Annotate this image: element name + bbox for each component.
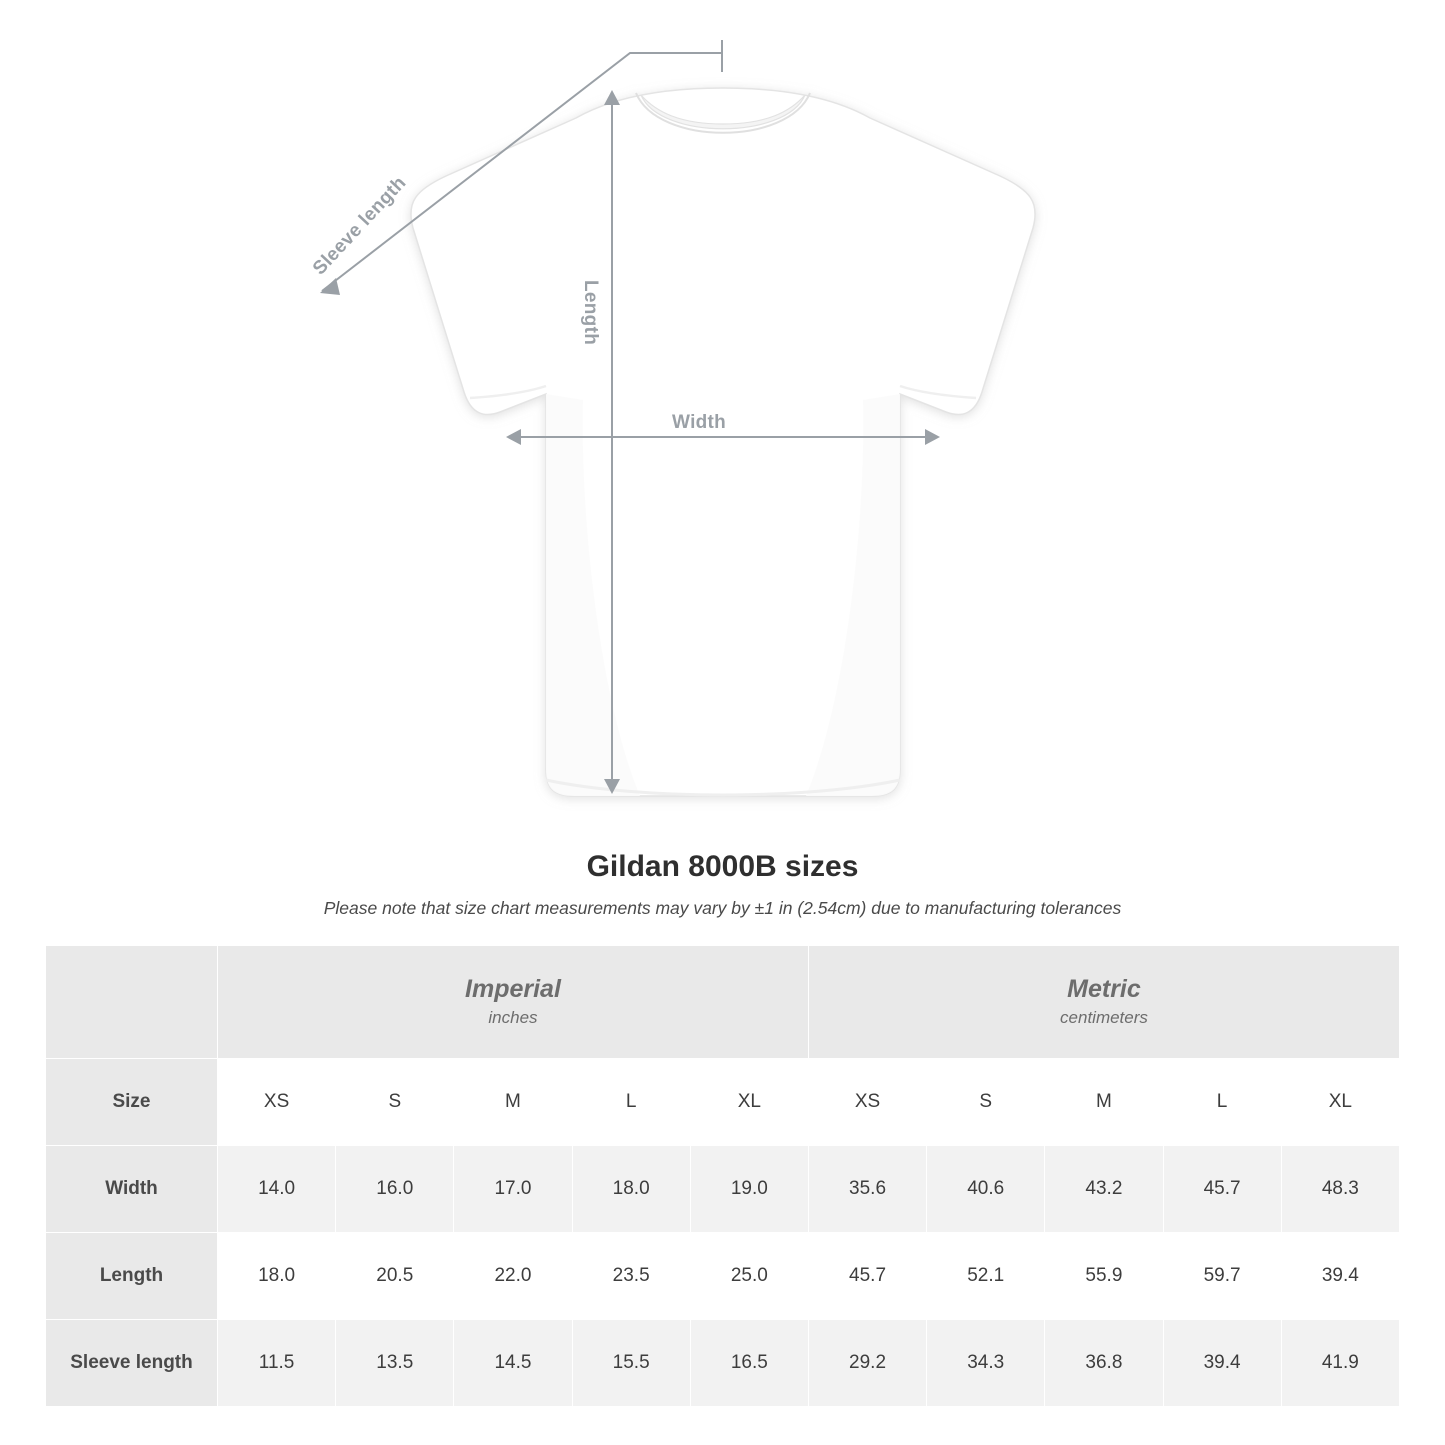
- length-label: Length: [580, 280, 601, 346]
- size-table: [45, 945, 1400, 1407]
- cell-width-metric-m: 43.2: [1045, 1146, 1163, 1233]
- cell-width-imperial-xs: 14.0: [218, 1146, 336, 1233]
- size-col-metric-l: L: [1163, 1059, 1281, 1146]
- unit-group-metric: [808, 946, 1399, 1059]
- size-col-metric-s: S: [927, 1059, 1045, 1146]
- cell-sleeve-metric-s: 34.3: [927, 1320, 1045, 1407]
- table-row: [46, 1320, 1400, 1407]
- size-col-metric-m: M: [1045, 1059, 1163, 1146]
- table-row: [46, 1233, 1400, 1320]
- cell-length-metric-xs: 45.7: [808, 1233, 926, 1320]
- cell-length-metric-l: 59.7: [1163, 1233, 1281, 1320]
- size-header-label: Size: [46, 1059, 218, 1146]
- size-col-imperial-s: S: [336, 1059, 454, 1146]
- unit-group-metric-title: Metric: [1067, 974, 1141, 1003]
- cell-width-metric-xl: 48.3: [1281, 1146, 1399, 1233]
- cell-sleeve-imperial-xs: 11.5: [218, 1320, 336, 1407]
- table-corner-cell: [46, 946, 218, 1059]
- cell-length-imperial-s: 20.5: [336, 1233, 454, 1320]
- size-col-metric-xs: XS: [808, 1059, 926, 1146]
- cell-sleeve-imperial-s: 13.5: [336, 1320, 454, 1407]
- cell-sleeve-metric-xl: 41.9: [1281, 1320, 1399, 1407]
- cell-length-imperial-xs: 18.0: [218, 1233, 336, 1320]
- title-block: [0, 850, 1445, 919]
- unit-group-imperial: [218, 946, 809, 1059]
- page-title: Gildan 8000B sizes: [586, 850, 859, 883]
- unit-group-metric-subtitle: centimeters: [1060, 1007, 1148, 1027]
- size-header-row: [46, 1059, 1400, 1146]
- size-table-wrapper: [45, 945, 1400, 1407]
- size-col-imperial-xs: XS: [218, 1059, 336, 1146]
- cell-sleeve-imperial-m: 14.5: [454, 1320, 572, 1407]
- cell-width-metric-l: 45.7: [1163, 1146, 1281, 1233]
- cell-sleeve-metric-xs: 29.2: [808, 1320, 926, 1407]
- cell-sleeve-imperial-xl: 16.5: [690, 1320, 808, 1407]
- table-row: [46, 1146, 1400, 1233]
- cell-length-imperial-xl: 25.0: [690, 1233, 808, 1320]
- row-label-width: Width: [46, 1146, 218, 1233]
- cell-width-metric-s: 40.6: [927, 1146, 1045, 1233]
- cell-width-imperial-l: 18.0: [572, 1146, 690, 1233]
- cell-width-imperial-xl: 19.0: [690, 1146, 808, 1233]
- size-col-metric-xl: XL: [1281, 1059, 1399, 1146]
- row-label-length: Length: [46, 1233, 218, 1320]
- cell-length-imperial-l: 23.5: [572, 1233, 690, 1320]
- cell-length-metric-xl: 39.4: [1281, 1233, 1399, 1320]
- unit-header-row: [46, 946, 1400, 1059]
- unit-group-imperial-subtitle: inches: [488, 1007, 538, 1027]
- cell-width-metric-xs: 35.6: [808, 1146, 926, 1233]
- cell-length-metric-m: 55.9: [1045, 1233, 1163, 1320]
- cell-width-imperial-s: 16.0: [336, 1146, 454, 1233]
- cell-length-imperial-m: 22.0: [454, 1233, 572, 1320]
- sleeve-length-label: Sleeve length: [308, 172, 411, 280]
- row-label-sleeve-length: Sleeve length: [46, 1320, 218, 1407]
- cell-sleeve-metric-m: 36.8: [1045, 1320, 1163, 1407]
- cell-length-metric-s: 52.1: [927, 1233, 1045, 1320]
- size-col-imperial-m: M: [454, 1059, 572, 1146]
- cell-width-imperial-m: 17.0: [454, 1146, 572, 1233]
- size-col-imperial-xl: XL: [690, 1059, 808, 1146]
- cell-sleeve-metric-l: 39.4: [1163, 1320, 1281, 1407]
- width-label: Width: [672, 412, 727, 433]
- size-col-imperial-l: L: [572, 1059, 690, 1146]
- unit-group-imperial-title: Imperial: [465, 974, 561, 1003]
- tshirt-shape: [411, 88, 1035, 796]
- cell-sleeve-imperial-l: 15.5: [572, 1320, 690, 1407]
- tolerance-note: Please note that size chart measurements may vary by ±1 in (2.54cm) due to manufacturing tolerances: [323, 898, 1122, 918]
